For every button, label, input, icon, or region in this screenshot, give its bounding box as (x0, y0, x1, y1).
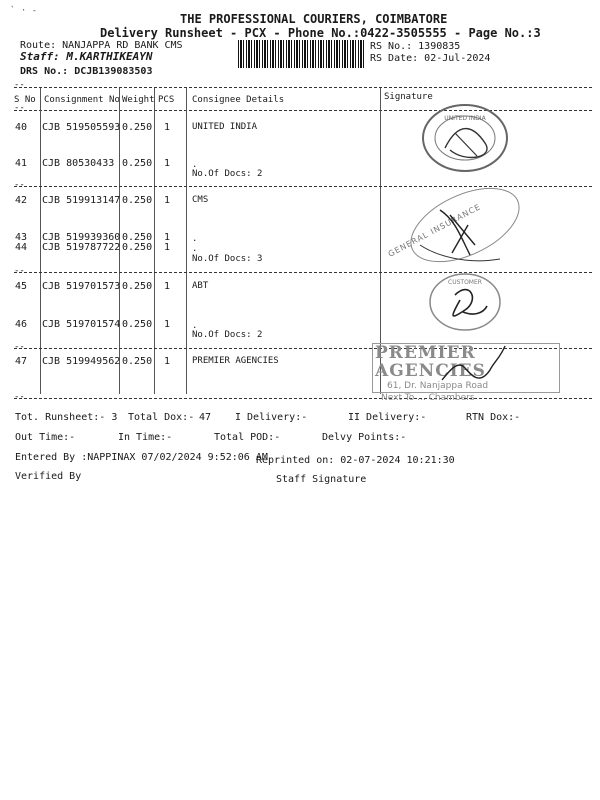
row-weight: 0.250 (122, 242, 153, 253)
row-consignment: CJB 519949562 (42, 356, 121, 367)
out-time: Out Time:- (15, 432, 76, 443)
row-consignee: ABT (192, 281, 209, 291)
rs-date: RS Date: 02-Jul-2024 (370, 53, 491, 64)
row-pcs: 1 (164, 356, 171, 367)
entered-by: Entered By :NAPPINAX 07/02/2024 9:52:06 AM (15, 452, 268, 463)
row-consignee: . (192, 244, 198, 254)
rs-number: RS No.: 1390835 (370, 41, 461, 52)
row-pcs: 1 (164, 122, 171, 133)
row-sno: 44 (15, 242, 28, 253)
row-consignment: CJB 519913147 (42, 195, 121, 206)
row-weight: 0.250 (122, 281, 153, 292)
row-docs: No.Of Docs: 2 (192, 330, 263, 340)
handwritten-signature (430, 340, 530, 390)
row-consignment: CJB 519505593 (42, 122, 121, 133)
stamp-address: 61, Dr. Nanjappa Road (387, 381, 489, 391)
total-dox-value: 47 (199, 412, 212, 423)
company-title: THE PROFESSIONAL COURIERS, COIMBATORE (180, 12, 448, 26)
staff-signature: Staff Signature (276, 474, 367, 485)
row-weight: 0.250 (122, 356, 153, 367)
delvy-points: Delvy Points:- (322, 432, 407, 443)
row-docs: No.Of Docs: 2 (192, 169, 263, 179)
seal-text: UNITED INDIA (444, 115, 486, 122)
corner-marks: ` · - (10, 6, 38, 16)
col-consignment: Consignment No (44, 95, 120, 105)
stamp-company: PREMIER AGENCIES (375, 343, 486, 381)
table-top-rule (14, 87, 592, 88)
row-consignee: CMS (192, 195, 209, 205)
row-pcs: 1 (164, 232, 171, 243)
reprinted-on: Reprinted on: 02-07-2024 10:21:30 (256, 455, 455, 466)
row-sno: 46 (15, 319, 28, 330)
total-pod: Total POD:- (214, 432, 281, 443)
customer-seal-stamp (425, 270, 505, 335)
row-sno: 45 (15, 281, 28, 292)
verified-by: Verified By (15, 471, 82, 482)
insurance-stamp-2 (380, 185, 550, 275)
row-sno: 47 (15, 356, 28, 367)
row-consignment: CJB 80530433 (42, 158, 115, 169)
barcode-image (238, 40, 364, 68)
drs-line (20, 66, 152, 77)
staff-value: M.KARTHIKEAYN (66, 50, 153, 63)
row-pcs: 1 (164, 242, 171, 253)
row-weight: 0.250 (122, 122, 153, 133)
row-sno: 41 (15, 158, 28, 169)
stamp2-text: GENERAL INSURANCE (386, 202, 483, 259)
row-pcs: 1 (164, 281, 171, 292)
total-dox-label: Total Dox:- (128, 412, 195, 423)
row-consignee: . (192, 321, 198, 331)
row-weight: 0.250 (122, 319, 153, 330)
row-consignee: PREMIER AGENCIES (192, 356, 279, 366)
route-value: NANJAPPA RD BANK CMS (62, 40, 183, 51)
row-weight: 0.250 (122, 158, 153, 169)
row-consignment: CJB 519701574 (42, 319, 121, 330)
row-consignee: . (192, 160, 198, 170)
col-sno: S No (14, 95, 36, 105)
row-weight: 0.250 (122, 232, 153, 243)
stamp3-text: CUSTOMER (448, 279, 482, 286)
row-sno: 42 (15, 195, 28, 206)
stamp-address-2: Next To ... Chambers (381, 393, 475, 403)
row-pcs: 1 (164, 319, 171, 330)
col-consignee: Consignee Details (192, 95, 285, 105)
runsheet-subtitle: Delivery Runsheet - PCX - Phone No.:0422-3505555 - Page No.:3 (100, 26, 541, 40)
ii-delivery: II Delivery:- (348, 412, 427, 423)
row-pcs: 1 (164, 195, 171, 206)
staff-label: Staff: (20, 50, 60, 63)
row-consignee: UNITED INDIA (192, 122, 258, 132)
staff-line (20, 50, 152, 63)
drs-label: DRS No.: (20, 66, 69, 77)
row-weight: 0.250 (122, 195, 153, 206)
row-consignment: CJB 519939360 (42, 232, 121, 243)
row-sno: 40 (15, 122, 28, 133)
drs-value: DCJB139083503 (74, 66, 153, 77)
row-consignee: . (192, 234, 198, 244)
col-weight: Weight (122, 95, 155, 105)
i-delivery: I Delivery:- (235, 412, 308, 423)
col-signature: Signature (384, 92, 433, 102)
total-runsheet: Tot. Runsheet:- 3 (15, 412, 118, 423)
row-sno: 43 (15, 232, 28, 243)
row-consignment: CJB 519701573 (42, 281, 121, 292)
col-pcs: PCS (158, 95, 175, 105)
row-docs: No.Of Docs: 3 (192, 254, 263, 264)
rtn-dox: RTN Dox:- (466, 412, 521, 423)
in-time: In Time:- (118, 432, 173, 443)
route-label: Route: (20, 40, 57, 51)
row-pcs: 1 (164, 158, 171, 169)
insurance-seal-stamp (415, 98, 525, 178)
row-consignment: CJB 519787722 (42, 242, 121, 253)
